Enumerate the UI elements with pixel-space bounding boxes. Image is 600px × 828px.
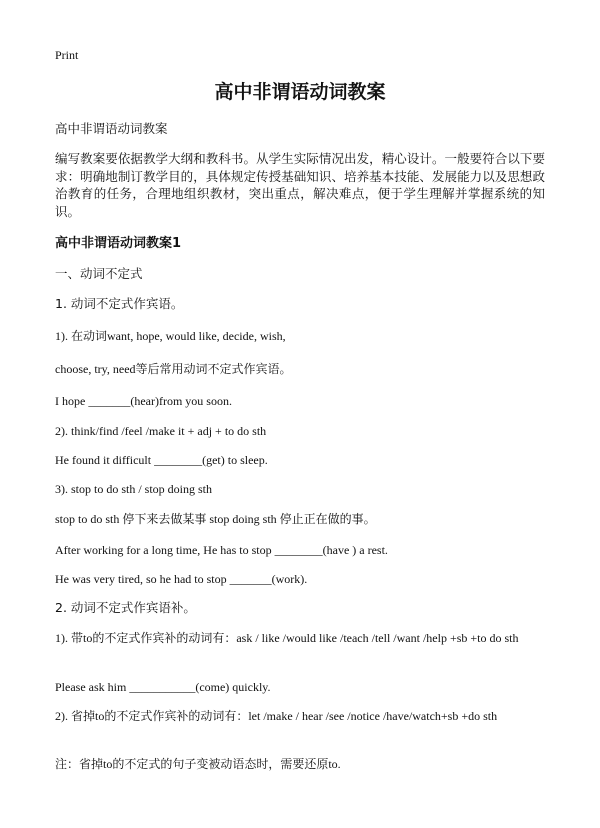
text-line: 2). 省掉to的不定式作宾补的动词有：let /make / hear /see /notice /have/watch+sb +do sth <box>55 709 498 723</box>
subsection-infinitive-complement: 2. 动词不定式作宾语补。 <box>55 600 196 615</box>
example-line: Please ask him ___________(come) quickly. <box>55 680 271 694</box>
example-line: I hope _______(hear)from you soon. <box>55 394 232 408</box>
text-line: 2). think/find /feel /make it + adj + to do sth <box>55 424 267 438</box>
document-subtitle: 高中非谓语动词教案 <box>55 121 168 136</box>
text-line: stop to do sth 停下来去做某事 stop doing sth 停止正在做的事。 <box>55 512 376 526</box>
note-line: 注：省掉to的不定式的句子变被动语态时，需要还原to. <box>55 757 341 771</box>
intro-paragraph: 编写教案要依据教学大纲和教科书。从学生实际情况出发，精心设计。一般要符合以下要求：明确地制订教学目的，具体规定传授基础知识、培养基本技能、发展能力以及思想政治教育的任务，合理地组织教材，突出重点，解决难点，便于学生理解并掌握系统的知识。 <box>55 151 545 219</box>
text-line: 1). 带to的不定式作宾补的动词有：ask / like /would like /teach /tell /want /help +sb +to do sth <box>55 631 519 645</box>
text-line: 1). 在动词want, hope, would like, decide, wish, <box>55 329 286 343</box>
example-line: He found it difficult ________(get) to sleep. <box>55 453 268 467</box>
text-line: choose, try, need等后常用动词不定式作宾语。 <box>55 362 292 376</box>
document-title: 高中非谓语动词教案 <box>214 81 386 103</box>
example-line: After working for a long time, He has to stop ________(have ) a rest. <box>55 543 388 557</box>
print-link[interactable]: Print <box>55 48 79 62</box>
example-line: He was very tired, so he had to stop _______(work). <box>55 572 308 586</box>
text-line: 3). stop to do sth / stop doing sth <box>55 482 213 496</box>
subsection-infinitive-object: 1. 动词不定式作宾语。 <box>55 296 184 311</box>
section-heading: 高中非谓语动词教案1 <box>55 236 182 251</box>
section-infinitive: 一、动词不定式 <box>55 266 143 281</box>
